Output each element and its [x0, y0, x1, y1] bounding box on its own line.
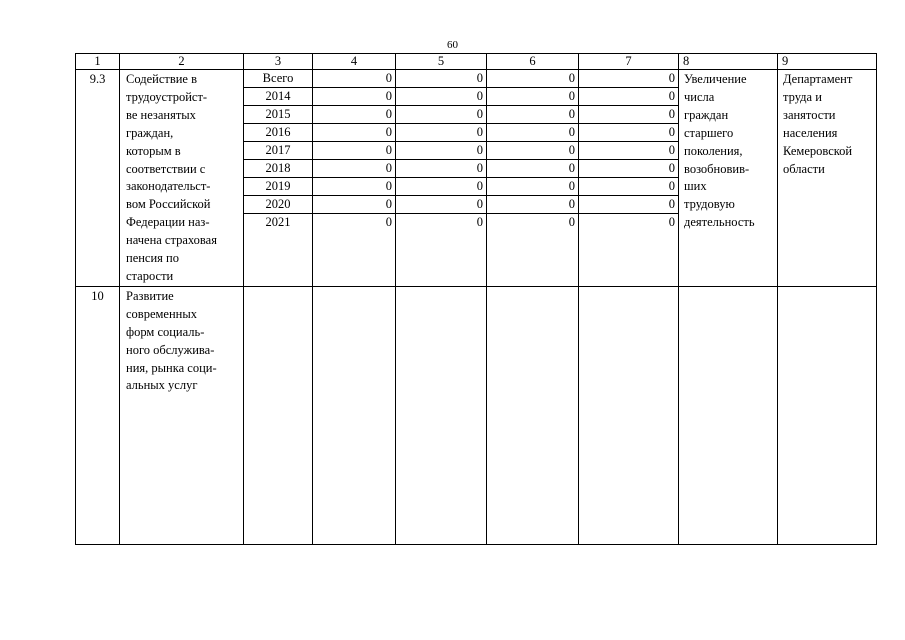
header-cell: 5	[396, 54, 487, 70]
text-line: пенсия по	[126, 251, 179, 266]
year-cell: 2014	[244, 88, 312, 106]
value-column-4	[313, 70, 396, 287]
text-line: числа	[684, 89, 715, 104]
year-column	[244, 70, 313, 287]
program-table	[75, 53, 877, 545]
year-cell: 2019	[244, 178, 312, 196]
executor	[778, 70, 877, 287]
value-column-7	[579, 70, 679, 287]
year-cell: 2016	[244, 124, 312, 142]
text-line: граждан	[684, 107, 729, 122]
header-cell: 9	[778, 54, 877, 70]
header-cell: 3	[244, 54, 313, 70]
measure-title	[120, 286, 244, 544]
header-cell: 2	[120, 54, 244, 70]
text-line: поколения,	[684, 143, 743, 158]
value-cell: 0	[487, 142, 578, 160]
text-line: ве незанятых	[126, 107, 196, 122]
text-line: современных	[126, 306, 197, 321]
text-line: Увеличение	[684, 72, 747, 86]
text-line: старшего	[684, 125, 734, 140]
value-cell: 0	[568, 215, 575, 229]
text-line: граждан,	[126, 125, 174, 140]
value-cell: 0	[396, 196, 486, 214]
value-cell: 0	[487, 88, 578, 106]
text-line: Содействие в	[126, 72, 198, 86]
text-line: начена страховая	[126, 233, 217, 248]
value-cell: 0	[487, 196, 578, 214]
value-cell: 0	[313, 196, 395, 214]
value-cell: 0	[313, 70, 395, 88]
header-row	[76, 54, 877, 70]
year-cell: 2015	[244, 106, 312, 124]
value-cell: 0	[487, 124, 578, 142]
value-cell: 0	[579, 196, 678, 214]
text-line: труда и	[783, 89, 822, 104]
header-cell: 4	[313, 54, 396, 70]
year-cell: 2017	[244, 142, 312, 160]
empty-cell	[487, 286, 579, 544]
value-cell: 0	[579, 106, 678, 124]
text-line: деятельность	[684, 215, 755, 230]
text-line: Департамент	[783, 72, 853, 86]
header-cell: 6	[487, 54, 579, 70]
value-cell: 0	[396, 142, 486, 160]
header-cell: 1	[76, 54, 120, 70]
value-cell: 0	[396, 160, 486, 178]
table-row	[76, 70, 877, 287]
text-line: занятости	[783, 107, 836, 122]
header-cell: 7	[579, 54, 679, 70]
value-cell: 0	[487, 70, 578, 88]
text-line: ния, рынка соци-	[126, 360, 217, 375]
text-line: Развитие	[126, 288, 174, 303]
table-row	[76, 286, 877, 544]
year-cell: 2020	[244, 196, 312, 214]
header-cell: 8	[679, 54, 778, 70]
value-cell: 0	[487, 178, 578, 196]
value-cell: 0	[579, 88, 678, 106]
measure-title	[120, 70, 244, 287]
value-cell: 0	[313, 178, 395, 196]
text-line: законодательст-	[126, 179, 211, 194]
text-line: возобновив-	[684, 161, 750, 176]
value-cell: 0	[385, 215, 392, 229]
value-cell: 0	[396, 88, 486, 106]
empty-cell	[679, 286, 778, 544]
value-cell: 0	[579, 70, 678, 88]
empty-cell	[244, 286, 313, 544]
value-column-5	[396, 70, 487, 287]
text-line: соответствии с	[126, 161, 206, 176]
empty-cell	[579, 286, 679, 544]
text-line: старости	[126, 268, 174, 283]
value-cell: 0	[579, 124, 678, 142]
text-line: области	[783, 161, 825, 176]
value-cell: 0	[579, 142, 678, 160]
text-line: населения	[783, 125, 838, 140]
value-cell: 0	[313, 160, 395, 178]
value-cell: 0	[396, 106, 486, 124]
value-cell: 0	[487, 160, 578, 178]
text-line: ного обслужива-	[126, 342, 215, 357]
text-line: трудовую	[684, 197, 735, 212]
value-cell: 0	[313, 124, 395, 142]
value-cell: 0	[396, 70, 486, 88]
text-line: Кемеровской	[783, 143, 853, 158]
year-cell: 2018	[244, 160, 312, 178]
value-cell: 0	[313, 142, 395, 160]
value-cell: 0	[476, 215, 483, 229]
year-cell: 2021	[265, 215, 291, 229]
value-cell: 0	[313, 88, 395, 106]
row-number: 9.3	[76, 70, 120, 287]
year-cell: Всего	[244, 70, 312, 88]
empty-cell	[778, 286, 877, 544]
value-column-6	[487, 70, 579, 287]
value-cell: 0	[396, 124, 486, 142]
empty-cell	[396, 286, 487, 544]
empty-cell	[313, 286, 396, 544]
text-line: Федерации наз-	[126, 215, 210, 230]
text-line: трудоустройст-	[126, 89, 208, 104]
text-line: ших	[684, 179, 707, 194]
value-cell: 0	[396, 178, 486, 196]
value-cell: 0	[579, 160, 678, 178]
expected-result	[679, 70, 778, 287]
text-line: форм социаль-	[126, 324, 205, 339]
value-cell: 0	[579, 178, 678, 196]
row-number: 10	[76, 286, 120, 544]
text-line: альных услуг	[126, 378, 198, 393]
text-line: вом Российской	[126, 197, 211, 212]
value-cell: 0	[668, 215, 675, 229]
page-number: 60	[447, 39, 458, 51]
value-cell: 0	[487, 106, 578, 124]
text-line: которым в	[126, 143, 181, 158]
value-cell: 0	[313, 106, 395, 124]
